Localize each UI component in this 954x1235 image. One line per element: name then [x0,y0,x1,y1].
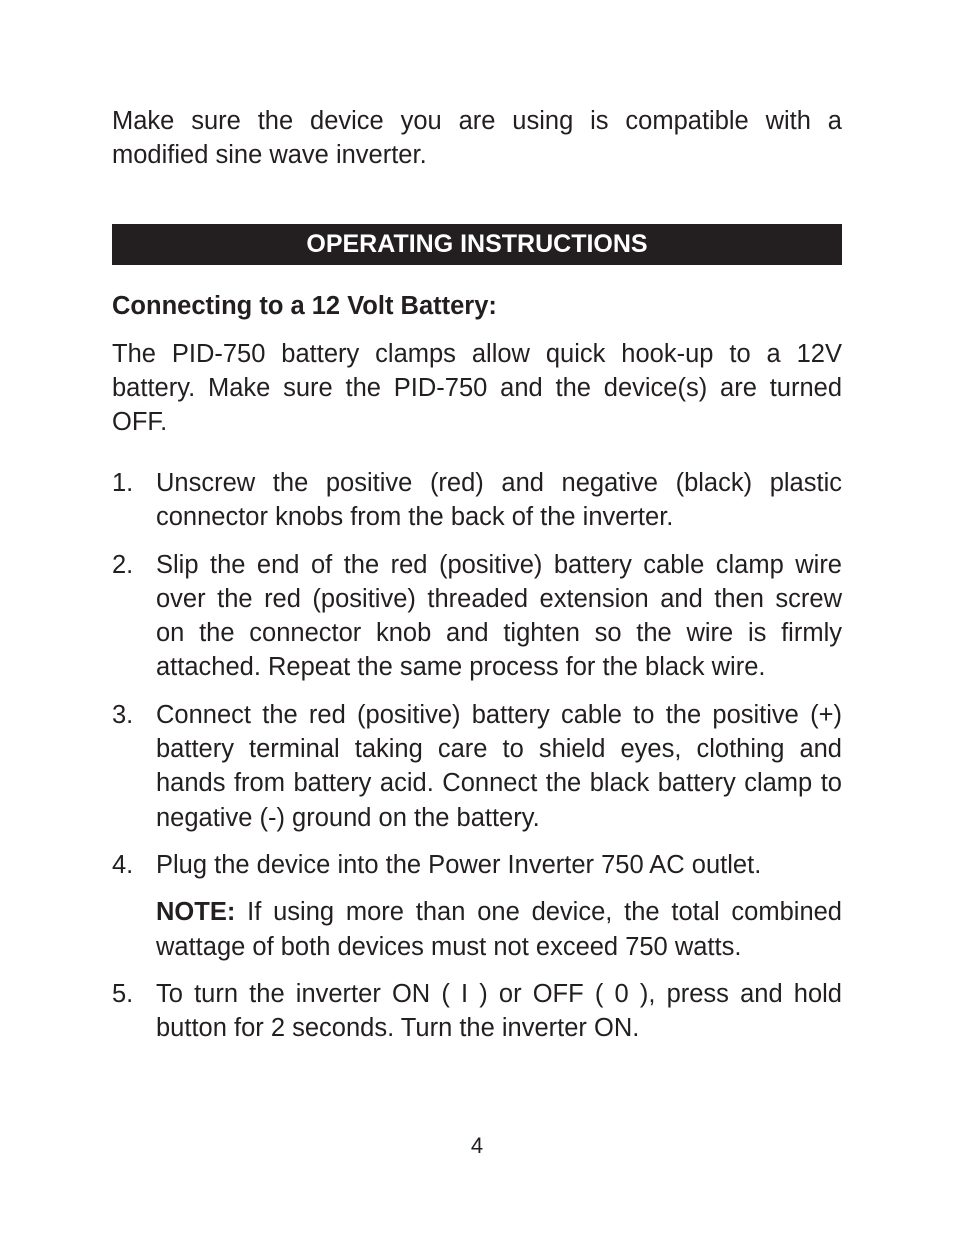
note [156,895,842,964]
step-number: 2. [112,550,134,579]
list-item [112,698,842,835]
step-text: Plug the device into the Power Inverter 750 AC outlet. [156,850,762,879]
page-content [112,104,842,1058]
body-paragraph: The PID-750 battery clamps allow quick hook-up to a 12V battery. Make sure the PID-750 and the device(s) are turned OFF. [112,340,842,436]
step-text: Slip the end of the red (positive) battery cable clamp wire over the red (positive) threaded extension and then screw on the connector knob and tighten so the wire is firmly attached. Repeat the same process for the black wire. [156,550,842,682]
steps-list [112,466,842,1045]
list-item [112,977,842,1046]
step-text: To turn the inverter ON ( I ) or OFF ( 0 ), press and hold button for 2 seconds. Turn the inverter ON. [156,979,842,1043]
step-text: Unscrew the positive (red) and negative (black) plastic connector knobs from the back of the inverter. [156,469,842,532]
list-item [112,466,842,535]
step-number: 5. [112,979,134,1008]
step-number: 4. [112,850,134,879]
list-item [112,848,842,964]
step-number: 1. [112,469,134,497]
step-number: 3. [112,700,134,729]
step-text: Connect the red (positive) battery cable to the positive (+) battery terminal taking care to shield eyes, clothing and hands from battery acid. Connect the black battery clamp to negative (-) ground on the battery. [156,700,842,832]
page-number: 4 [470,1133,484,1158]
subheading: Connecting to a 12 Volt Battery: [112,292,497,320]
note-text: If using more than one device, the total combined wattage of both devices must not exceed 750 watts. [156,898,842,961]
note-label: NOTE: [156,898,236,927]
intro-paragraph: Make sure the device you are using is compatible with a modified sine wave inverter. [112,107,842,169]
section-title-bar: OPERATING INSTRUCTIONS [112,224,842,265]
list-item [112,548,842,685]
